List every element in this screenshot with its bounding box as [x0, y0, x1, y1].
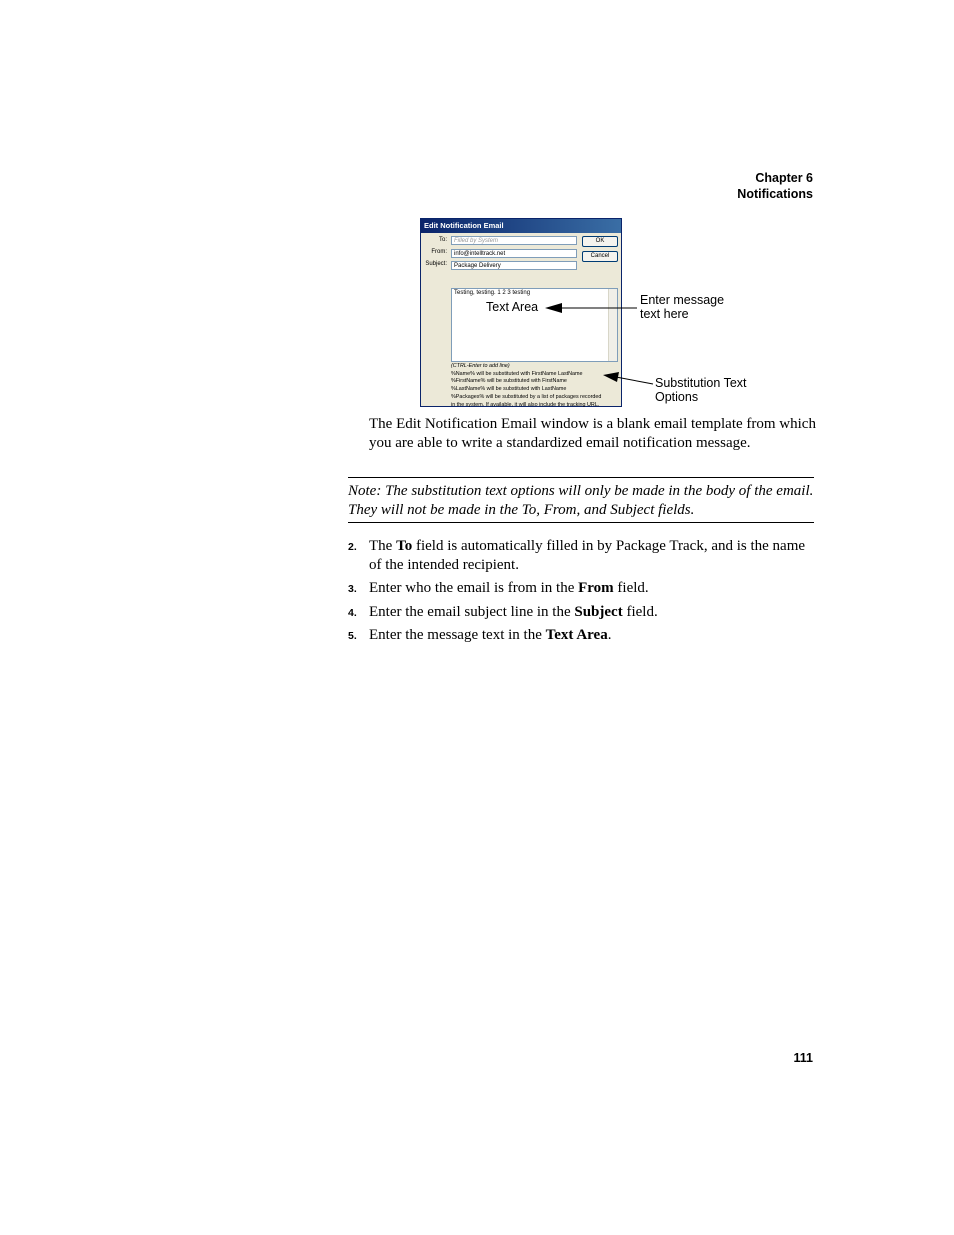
step-text: field is automatically filled in by Package Track, and is the name of the intended recipient.	[369, 538, 806, 573]
substitution-line: %LastName% will be substituted with LastName	[451, 386, 567, 393]
step-text: Enter the email subject line in the	[369, 604, 575, 620]
step-bold: From	[578, 580, 614, 596]
step-number: 2.	[348, 541, 357, 553]
substitution-line: in the system. If available, it will also include the tracking URL.	[451, 401, 600, 408]
step-text: field.	[622, 604, 658, 620]
dialog-title: Edit Notification Email	[421, 219, 621, 233]
running-header-section: Notifications	[737, 187, 813, 201]
subject-field[interactable]: Package Delivery	[451, 261, 577, 270]
from-field[interactable]: info@intelltrack.net	[451, 249, 577, 258]
to-label: To:	[438, 237, 447, 243]
callout-text-area: Text Area	[486, 300, 539, 314]
substitution-line: %FirstName% will be substituted with FirstName	[451, 378, 567, 385]
callout-substitution-line: Substitution Text	[655, 376, 747, 390]
page-number: 111	[793, 1051, 813, 1065]
running-header-chapter: Chapter 6	[755, 171, 813, 185]
callout-substitution-options	[655, 376, 747, 404]
callout-enter-message-line: text here	[640, 307, 689, 321]
step-item	[348, 603, 818, 622]
step-item	[348, 579, 818, 598]
intro-paragraph: The Edit Notification Email window is a blank email template from which you are able to write a standardized email notification message.	[369, 416, 816, 451]
callout-substitution-line: Options	[655, 390, 699, 404]
subject-label: Subject:	[425, 261, 447, 267]
step-text: Enter the message text in the	[369, 627, 546, 643]
substitution-arrowhead	[603, 372, 619, 382]
callout-enter-message-line: Enter message	[640, 293, 725, 307]
step-item	[348, 626, 818, 645]
step-item	[348, 537, 818, 575]
step-number: 4.	[348, 607, 357, 619]
ctrl-enter-hint: (CTRL-Enter to add line)	[451, 363, 510, 369]
step-number: 3.	[348, 583, 357, 595]
substitution-line: %Name% will be substituted with FirstName LastName	[451, 370, 583, 377]
note-top-rule	[348, 477, 814, 478]
step-bold: Text Area	[545, 627, 608, 643]
cancel-button[interactable]: Cancel	[582, 251, 618, 262]
callout-enter-message	[640, 293, 724, 321]
substitution-arrow-line	[616, 377, 653, 384]
step-bold: Subject	[574, 604, 623, 620]
substitution-line: %Packages% will be substituted by a list of packages recorded	[451, 393, 602, 400]
from-label: From:	[431, 249, 447, 255]
step-text: .	[607, 627, 612, 643]
step-number: 5.	[348, 630, 357, 642]
note-bottom-rule	[348, 522, 814, 523]
to-field[interactable]: Filled by System	[451, 236, 577, 245]
step-bold: To	[396, 538, 413, 554]
step-text: Enter who the email is from in the	[369, 580, 579, 596]
text-area-arrowhead	[545, 303, 562, 313]
step-text: field.	[613, 580, 649, 596]
ok-button[interactable]: OK	[582, 236, 618, 247]
message-text: Testing, testing. 1 2 3 testing	[454, 290, 531, 296]
step-text: The	[369, 538, 397, 554]
note-text: Note: The substitution text options will only be made in the body of the email. They will not be made in the To, From, and Subject fields.	[348, 483, 814, 518]
